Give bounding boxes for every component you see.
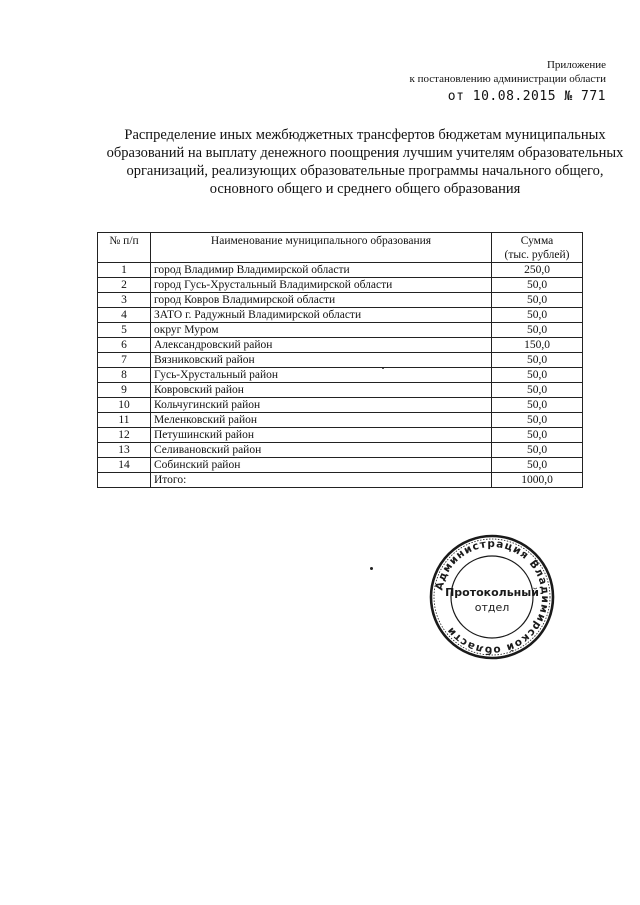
header-sum-unit: (тыс. рублей) (504, 249, 570, 261)
stamp-ring-text: Администрация Владимирской области (433, 537, 552, 657)
table-row (98, 458, 583, 473)
table-row (98, 293, 583, 308)
row-name: город Владимир Владимирской области (151, 263, 492, 278)
appendix-date-number: от 10.08.2015 № 771 (447, 89, 606, 104)
row-num: 4 (98, 308, 151, 323)
row-name: Селивановский район (151, 443, 492, 458)
row-name: город Гусь-Хрустальный Владимирской области (151, 278, 492, 293)
row-sum: 250,0 (492, 263, 583, 278)
row-num: 5 (98, 323, 151, 338)
row-name: Вязниковский район (151, 353, 492, 368)
row-sum: 50,0 (492, 428, 583, 443)
stamp-center-line1: Протокольный (445, 586, 539, 599)
row-sum: 50,0 (492, 278, 583, 293)
row-num: 11 (98, 413, 151, 428)
row-name: Кольчугинский район (151, 398, 492, 413)
table-row (98, 263, 583, 278)
stamp-center-line2: отдел (474, 601, 510, 614)
table-row (98, 413, 583, 428)
row-name: округ Муром (151, 323, 492, 338)
row-num: 12 (98, 428, 151, 443)
table-row (98, 338, 583, 353)
row-num: 7 (98, 353, 151, 368)
table-row (98, 443, 583, 458)
table-row (98, 308, 583, 323)
round-seal-stamp (428, 533, 556, 661)
row-sum: 50,0 (492, 308, 583, 323)
row-name: Петушинский район (151, 428, 492, 443)
table-total-row (98, 473, 583, 488)
ink-dot (370, 567, 373, 570)
row-num: 10 (98, 398, 151, 413)
row-sum: 50,0 (492, 323, 583, 338)
row-sum: 50,0 (492, 368, 583, 383)
row-name: Александровский район (151, 338, 492, 353)
row-num: 3 (98, 293, 151, 308)
document-title: Распределение иных межбюджетных трансфертов бюджетам муниципальных образований на выплату денежного поощрения лучшим учителям образовательных организаций, реализующих образовательные программы начального общего, основного общего и среднего общего образования (106, 127, 624, 197)
total-sum: 1000,0 (492, 473, 583, 488)
table-row (98, 383, 583, 398)
header-num: № п/п (98, 233, 151, 263)
appendix-reference: к постановлению администрации области (409, 73, 606, 85)
appendix-label: Приложение (546, 59, 606, 71)
row-sum: 50,0 (492, 413, 583, 428)
row-num: 9 (98, 383, 151, 398)
row-sum: 50,0 (492, 293, 583, 308)
header-sum (492, 233, 583, 263)
table-row (98, 428, 583, 443)
table-row (98, 323, 583, 338)
row-num: 2 (98, 278, 151, 293)
table-row (98, 353, 583, 368)
row-num: 13 (98, 443, 151, 458)
row-name: Меленковский район (151, 413, 492, 428)
row-name: Гусь-Хрустальный район (151, 368, 492, 383)
table-row (98, 368, 583, 383)
header-sum-label: Сумма (520, 235, 554, 247)
row-name: Собинский район (151, 458, 492, 473)
row-name: город Ковров Владимирской области (151, 293, 492, 308)
row-num: 1 (98, 263, 151, 278)
row-sum: 50,0 (492, 353, 583, 368)
appendix-header (410, 58, 607, 104)
distribution-table (97, 232, 583, 488)
row-sum: 50,0 (492, 398, 583, 413)
row-sum: 50,0 (492, 443, 583, 458)
header-name: Наименование муниципального образования (151, 233, 492, 263)
row-num: 8 (98, 368, 151, 383)
table-body (98, 263, 583, 473)
table-header-row (98, 233, 583, 263)
row-num: 6 (98, 338, 151, 353)
total-label: Итого: (151, 473, 492, 488)
row-sum: 50,0 (492, 458, 583, 473)
total-num-cell (98, 473, 151, 488)
row-num: 14 (98, 458, 151, 473)
row-name: ЗАТО г. Радужный Владимирской области (151, 308, 492, 323)
row-sum: 150,0 (492, 338, 583, 353)
ink-dot (382, 367, 384, 369)
row-sum: 50,0 (492, 383, 583, 398)
table-row (98, 398, 583, 413)
row-name: Ковровский район (151, 383, 492, 398)
table-row (98, 278, 583, 293)
